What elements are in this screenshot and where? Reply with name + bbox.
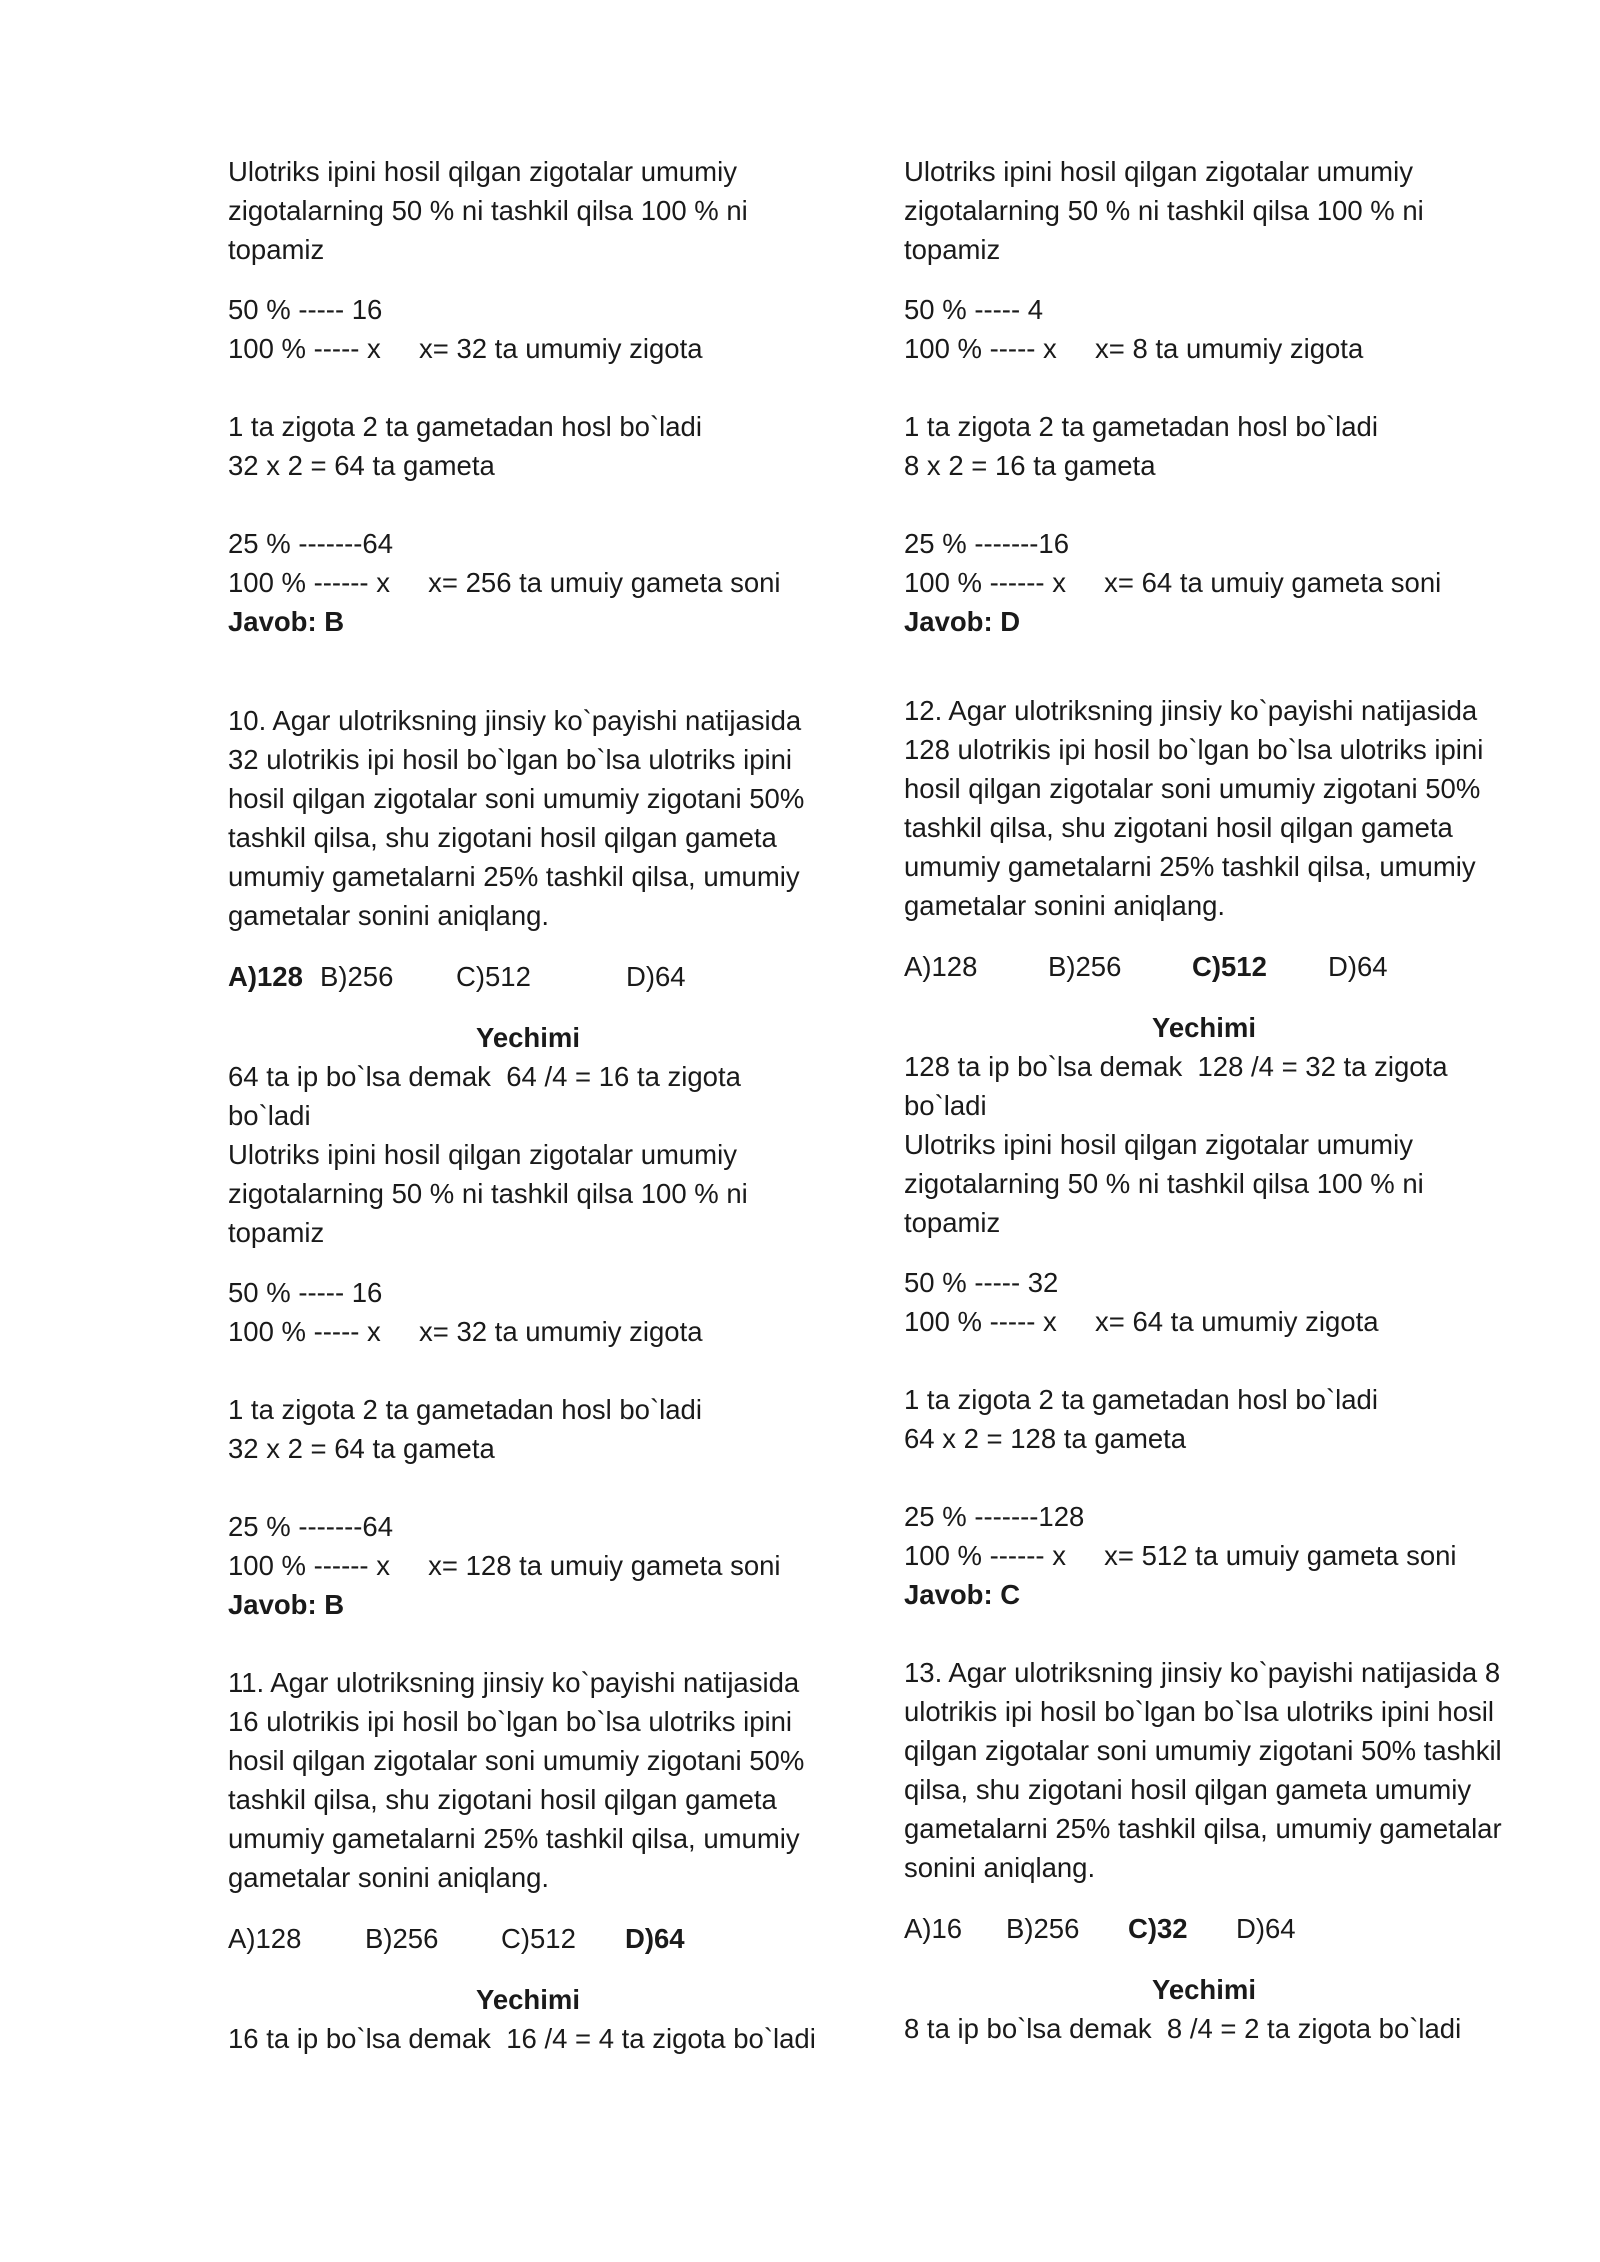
option-c: C)512 [1192, 951, 1267, 982]
proportion-line: 25 % -------64 [228, 528, 394, 559]
question-12-text: 12. Agar ulotriksning jinsiy ko`payishi natijasida 128 ulotrikis ipi hosil bo`lgan bo`lsa ulotriks ipini hosil qilgan zigotalar soni umumiy zigotani 50% tashkil qilsa, shu zigotani hosil qilgan gameta umumiy gametalarni 25% tashkil qilsa, umumiy gametalar sonini aniqlang. [904, 695, 1491, 921]
solution-intro-text: Ulotriks ipini hosil qilgan zigotalar umumiy zigotalarning 50 % ni tashkil qilsa 100 % ni topamiz [228, 1139, 756, 1248]
option-b: B)256 [1048, 951, 1122, 982]
gamete-calc-line: 8 x 2 = 16 ta gameta [904, 450, 1156, 481]
option-d: D)64 [1328, 951, 1388, 982]
option-d: D)64 [1236, 1913, 1296, 1944]
left-column [228, 152, 828, 2058]
proportion-line: 25 % -------16 [904, 528, 1070, 559]
proportion-line: 100 % ------ x x= 64 ta umuiy gameta soni [904, 567, 1442, 598]
answer-line: Javob: D [904, 606, 1021, 637]
solution-heading: Yechimi [1152, 1974, 1256, 2005]
proportion-line: 50 % ----- 4 [904, 294, 1044, 325]
solution-heading: Yechimi [476, 1984, 580, 2015]
proportion-line: 100 % ------ x x= 128 ta umuiy gameta soni [228, 1550, 781, 1581]
proportion-line: 50 % ----- 16 [228, 1277, 383, 1308]
option-c: C)512 [456, 961, 531, 992]
zygote-gamete-line: 1 ta zigota 2 ta gametadan hosl bo`ladi [228, 1394, 702, 1425]
question-13-options [904, 1909, 1504, 1948]
solution-intro-text: Ulotriks ipini hosil qilgan zigotalar umumiy zigotalarning 50 % ni tashkil qilsa 100 % ni topamiz [904, 156, 1432, 265]
option-b: B)256 [365, 1923, 439, 1954]
solution-step-text: 128 ta ip bo`lsa demak 128 /4 = 32 ta zigota bo`ladi [904, 1051, 1456, 1121]
question-12-options [904, 947, 1504, 986]
option-b: B)256 [1006, 1913, 1080, 1944]
proportion-line: 100 % ----- x x= 64 ta umumiy zigota [904, 1306, 1379, 1337]
answer-line: Javob: C [904, 1579, 1021, 1610]
proportion-line: 100 % ----- x x= 32 ta umumiy zigota [228, 333, 703, 364]
zygote-gamete-line: 1 ta zigota 2 ta gametadan hosl bo`ladi [904, 411, 1378, 442]
proportion-line: 50 % ----- 16 [228, 294, 383, 325]
solution-step-text: 16 ta ip bo`lsa demak 16 /4 = 4 ta zigota bo`ladi [228, 2023, 816, 2054]
option-d: D)64 [625, 1923, 685, 1954]
question-11-options [228, 1919, 828, 1958]
proportion-line: 100 % ------ x x= 256 ta umuiy gameta soni [228, 567, 781, 598]
proportion-line: 100 % ------ x x= 512 ta umuiy gameta soni [904, 1540, 1457, 1571]
proportion-line: 50 % ----- 32 [904, 1267, 1059, 1298]
solution-heading: Yechimi [1152, 1012, 1256, 1043]
option-a: A)128 [228, 1923, 302, 1954]
right-column [904, 152, 1510, 2048]
solution-intro-text: Ulotriks ipini hosil qilgan zigotalar umumiy zigotalarning 50 % ni tashkil qilsa 100 % ni topamiz [228, 156, 756, 265]
option-d: D)64 [626, 961, 686, 992]
proportion-line: 100 % ----- x x= 8 ta umumiy zigota [904, 333, 1364, 364]
option-a: A)16 [904, 1913, 963, 1944]
answer-line: Javob: B [228, 606, 345, 637]
option-b: B)256 [320, 961, 394, 992]
answer-line: Javob: B [228, 1589, 345, 1620]
solution-heading: Yechimi [476, 1022, 580, 1053]
option-c: C)512 [501, 1923, 576, 1954]
question-13-text: 13. Agar ulotriksning jinsiy ko`payishi natijasida 8 ulotrikis ipi hosil bo`lgan bo`lsa ulotriks ipini hosil qilgan zigotalar soni umumiy zigotani 50% tashkil qilsa, shu zigotani hosil qilgan gameta umumiy gametalarni 25% tashkil qilsa, umumiy gametalar sonini aniqlang. [904, 1657, 1510, 1883]
gamete-calc-line: 32 x 2 = 64 ta gameta [228, 1433, 495, 1464]
solution-step-text: 8 ta ip bo`lsa demak 8 /4 = 2 ta zigota bo`ladi [904, 2013, 1462, 2044]
option-a: A)128 [904, 951, 978, 982]
zygote-gamete-line: 1 ta zigota 2 ta gametadan hosl bo`ladi [228, 411, 702, 442]
solution-step-text: 64 ta ip bo`lsa demak 64 /4 = 16 ta zigota bo`ladi [228, 1061, 749, 1131]
option-a: A)128 [228, 961, 303, 992]
proportion-line: 100 % ----- x x= 32 ta umumiy zigota [228, 1316, 703, 1347]
question-10-text: 10. Agar ulotriksning jinsiy ko`payishi natijasida 32 ulotrikis ipi hosil bo`lgan bo`lsa ulotriks ipini hosil qilgan zigotalar soni umumiy zigotani 50% tashkil qilsa, shu zigotani hosil qilgan gameta umumiy gametalarni 25% tashkil qilsa, umumiy gametalar sonini aniqlang. [228, 705, 812, 931]
proportion-line: 25 % -------128 [904, 1501, 1085, 1532]
proportion-line: 25 % -------64 [228, 1511, 394, 1542]
gamete-calc-line: 64 x 2 = 128 ta gameta [904, 1423, 1187, 1454]
gamete-calc-line: 32 x 2 = 64 ta gameta [228, 450, 495, 481]
option-c: C)32 [1128, 1913, 1188, 1944]
question-11-text: 11. Agar ulotriksning jinsiy ko`payishi natijasida 16 ulotrikis ipi hosil bo`lgan bo`lsa ulotriks ipini hosil qilgan zigotalar soni umumiy zigotani 50% tashkil qilsa, shu zigotani hosil qilgan gameta umumiy gametalarni 25% tashkil qilsa, umumiy gametalar sonini aniqlang. [228, 1667, 812, 1893]
zygote-gamete-line: 1 ta zigota 2 ta gametadan hosl bo`ladi [904, 1384, 1378, 1415]
solution-intro-text: Ulotriks ipini hosil qilgan zigotalar umumiy zigotalarning 50 % ni tashkil qilsa 100 % ni topamiz [904, 1129, 1432, 1238]
question-10-options [228, 957, 828, 996]
